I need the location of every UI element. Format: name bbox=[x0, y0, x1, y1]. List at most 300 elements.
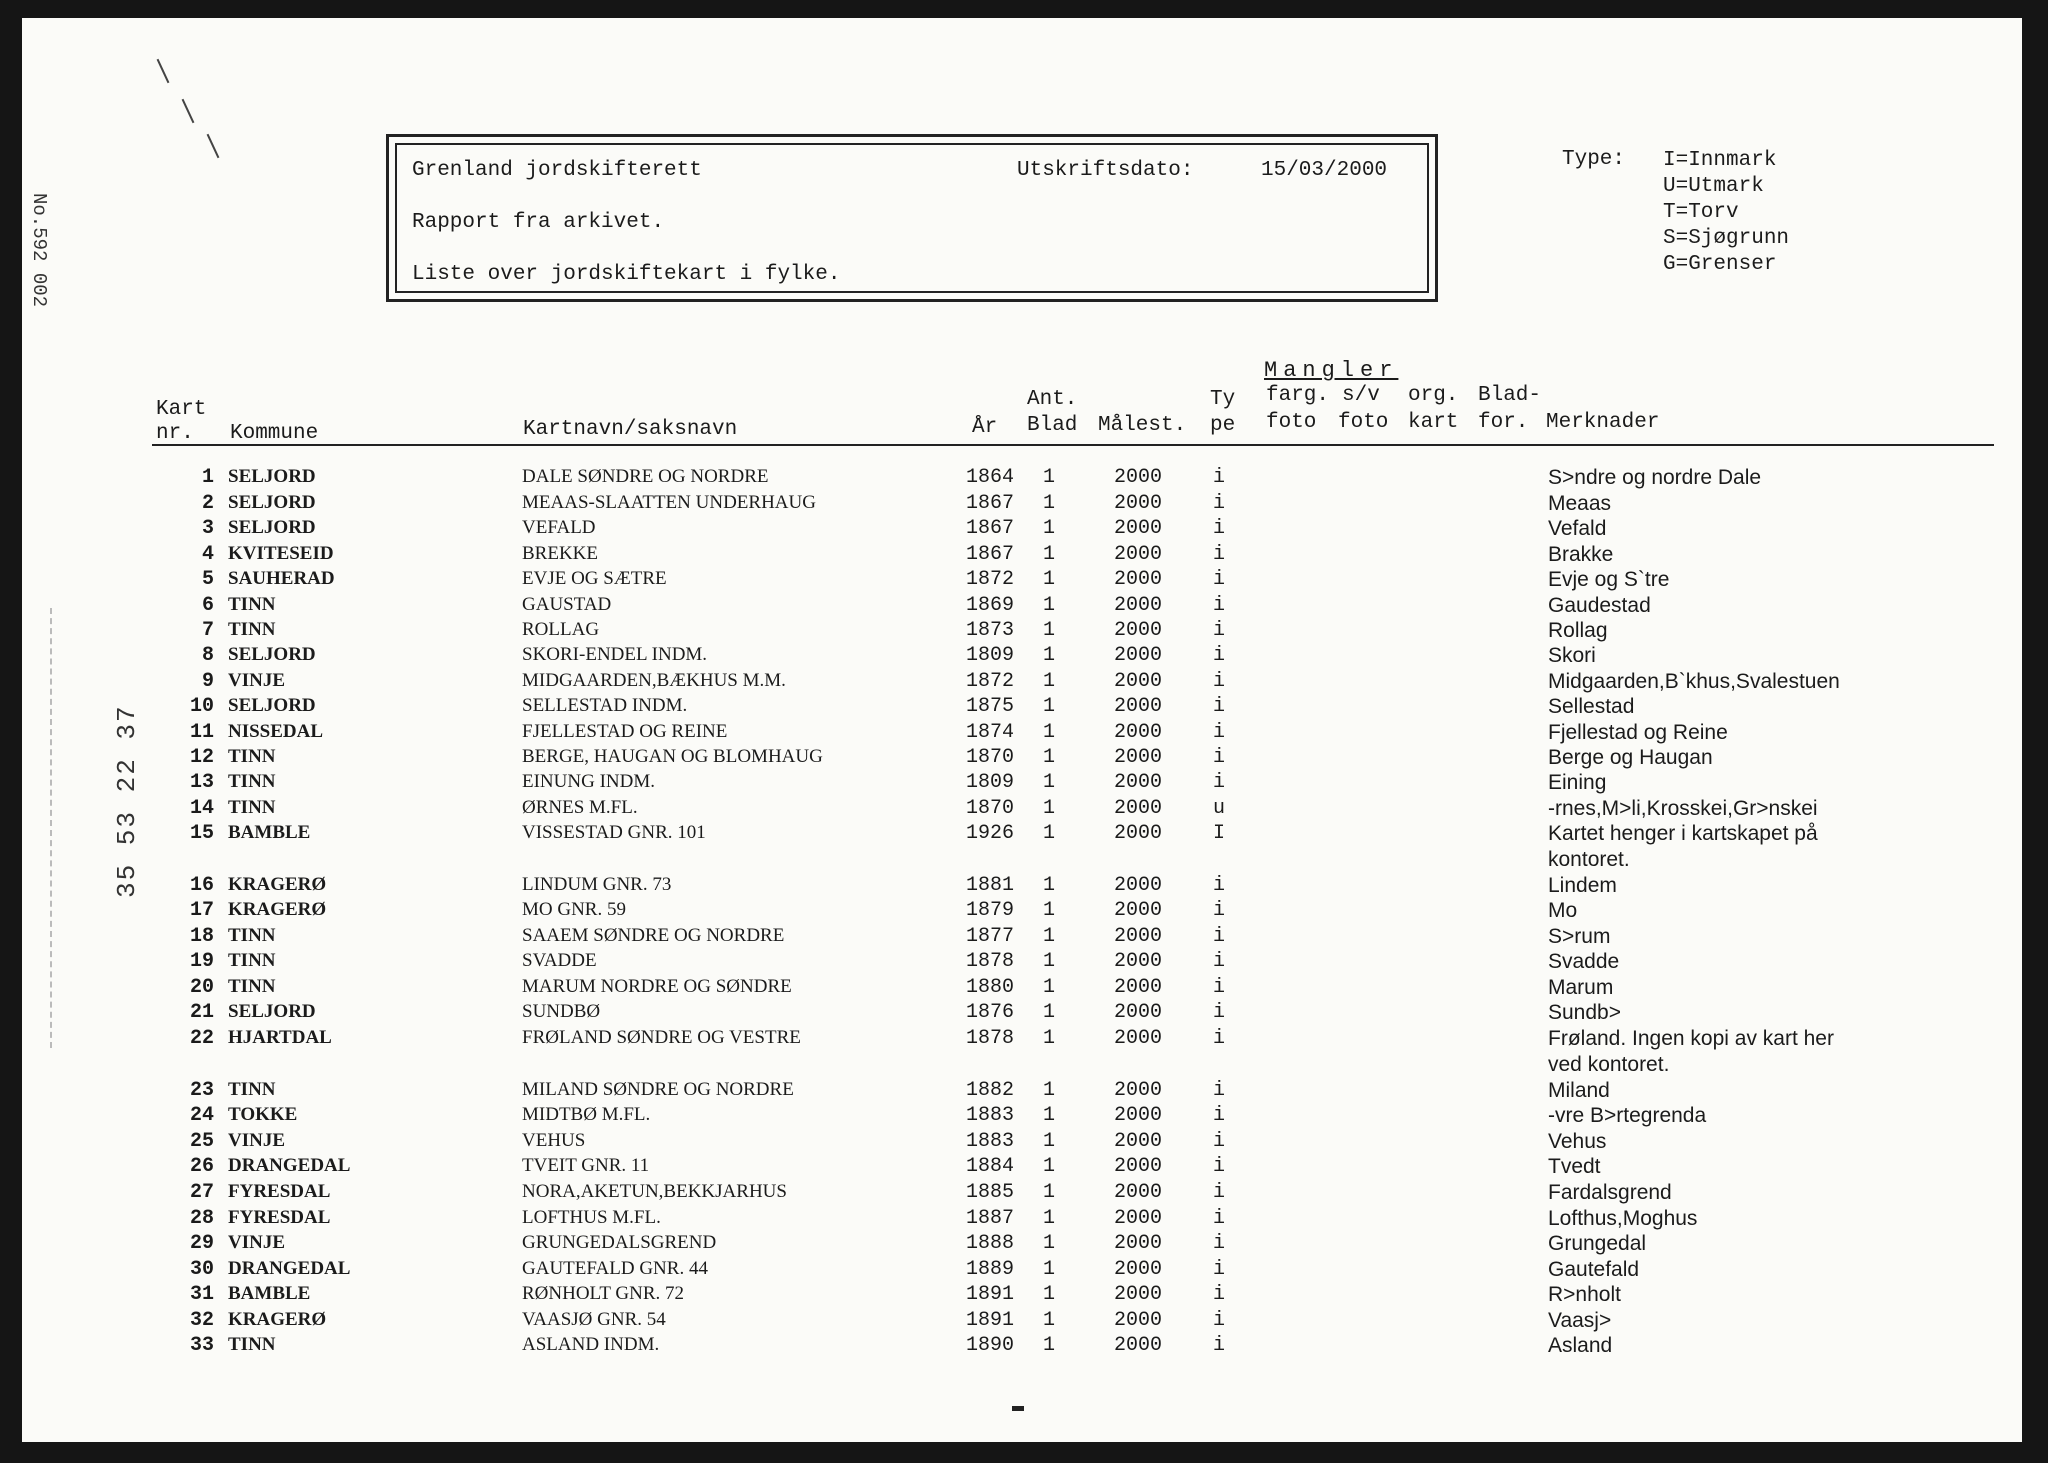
row-number: 18 bbox=[189, 925, 214, 948]
row-scale: 2000 bbox=[1114, 1283, 1163, 1306]
row-note: Fjellestad og Reine bbox=[1548, 721, 1728, 744]
row-scale: 2000 bbox=[1114, 466, 1163, 489]
row-year: 1891 bbox=[966, 1283, 1015, 1306]
row-number: 21 bbox=[189, 1001, 214, 1024]
row-kommune: SAUHERAD bbox=[228, 568, 335, 589]
row-map-name: MILAND SØNDRE OG NORDRE bbox=[522, 1079, 794, 1100]
row-kommune: SELJORD bbox=[228, 644, 316, 665]
row-year: 1873 bbox=[966, 619, 1015, 642]
table-row bbox=[22, 695, 2022, 719]
row-year: 1926 bbox=[966, 822, 1015, 845]
row-type: i bbox=[1213, 950, 1226, 973]
row-year: 1881 bbox=[966, 874, 1015, 897]
row-sheet-count: 1 bbox=[1043, 822, 1056, 845]
row-sheet-count: 1 bbox=[1043, 976, 1056, 999]
row-type: i bbox=[1213, 1283, 1226, 1306]
row-sheet-count: 1 bbox=[1043, 1130, 1056, 1153]
row-kommune: VINJE bbox=[228, 1130, 286, 1151]
row-year: 1891 bbox=[966, 1309, 1015, 1332]
row-type: i bbox=[1213, 1207, 1226, 1230]
row-note: Miland bbox=[1548, 1079, 1610, 1102]
row-type: i bbox=[1213, 1155, 1226, 1178]
row-map-name: EVJE OG SÆTRE bbox=[522, 568, 667, 589]
table-row bbox=[22, 1283, 2022, 1307]
row-kommune: SELJORD bbox=[228, 517, 316, 538]
row-map-name: DALE SØNDRE OG NORDRE bbox=[522, 466, 769, 487]
row-map-name: SUNDBØ bbox=[522, 1001, 601, 1022]
row-number: 22 bbox=[189, 1027, 214, 1050]
organization-name: Grenland jordskifterett bbox=[412, 159, 702, 182]
row-note: Berge og Haugan bbox=[1548, 746, 1713, 769]
stray-mark bbox=[157, 59, 170, 83]
row-scale: 2000 bbox=[1114, 568, 1163, 591]
row-year: 1884 bbox=[966, 1155, 1015, 1178]
row-scale: 2000 bbox=[1114, 1130, 1163, 1153]
row-map-name: VEHUS bbox=[522, 1130, 586, 1151]
row-year: 1887 bbox=[966, 1207, 1015, 1230]
row-scale: 2000 bbox=[1114, 1334, 1163, 1357]
row-type: i bbox=[1213, 1334, 1226, 1357]
stray-mark bbox=[182, 99, 195, 123]
table-row bbox=[22, 874, 2022, 898]
row-note: Mo bbox=[1548, 899, 1578, 922]
row-type: i bbox=[1213, 771, 1226, 794]
row-map-name: RØNHOLT GNR. 72 bbox=[522, 1283, 685, 1304]
row-note: Skori bbox=[1548, 644, 1596, 667]
row-type: i bbox=[1213, 1104, 1226, 1127]
table-row bbox=[22, 976, 2022, 1000]
row-map-name: FJELLESTAD OG REINE bbox=[522, 721, 728, 742]
row-sheet-count: 1 bbox=[1043, 721, 1056, 744]
type-legend-label: Type: bbox=[1562, 148, 1626, 171]
table-row bbox=[22, 1181, 2022, 1205]
row-kommune: SELJORD bbox=[228, 695, 316, 716]
row-note: Midgaarden,B`khus,Svalestuen bbox=[1548, 670, 1840, 693]
col-header-farg: farg. bbox=[1266, 384, 1330, 407]
row-number: 10 bbox=[189, 695, 214, 718]
row-map-name: SKORI-ENDEL INDM. bbox=[522, 644, 708, 665]
row-number: 14 bbox=[189, 797, 214, 820]
col-header-pe: pe bbox=[1210, 414, 1236, 437]
row-kommune: TINN bbox=[228, 1079, 276, 1100]
row-kommune: BAMBLE bbox=[228, 1283, 311, 1304]
row-number: 26 bbox=[189, 1155, 214, 1178]
row-scale: 2000 bbox=[1114, 1079, 1163, 1102]
row-sheet-count: 1 bbox=[1043, 771, 1056, 794]
type-legend-items bbox=[1663, 148, 1789, 278]
row-map-name: FRØLAND SØNDRE OG VESTRE bbox=[522, 1027, 801, 1048]
row-note: Sundb> bbox=[1548, 1001, 1621, 1024]
row-number: 31 bbox=[189, 1283, 214, 1306]
row-type: I bbox=[1213, 822, 1226, 845]
row-number: 7 bbox=[201, 619, 214, 642]
row-sheet-count: 1 bbox=[1043, 1309, 1056, 1332]
table-row bbox=[22, 1207, 2022, 1231]
col-header-merknader: Merknader bbox=[1546, 411, 1660, 434]
row-sheet-count: 1 bbox=[1043, 568, 1056, 591]
table-row bbox=[22, 797, 2022, 821]
row-kommune: DRANGEDAL bbox=[228, 1155, 351, 1176]
col-header-org: org. bbox=[1408, 384, 1459, 407]
row-note: R>nholt bbox=[1548, 1283, 1621, 1306]
row-year: 1889 bbox=[966, 1258, 1015, 1281]
row-year: 1878 bbox=[966, 1027, 1015, 1050]
row-number: 3 bbox=[201, 517, 214, 540]
row-type: i bbox=[1213, 594, 1226, 617]
row-map-name: MARUM NORDRE OG SØNDRE bbox=[522, 976, 792, 997]
row-kommune: KRAGERØ bbox=[228, 1309, 327, 1330]
row-sheet-count: 1 bbox=[1043, 695, 1056, 718]
row-map-name: MIDGAARDEN,BÆKHUS M.M. bbox=[522, 670, 786, 691]
row-year: 1876 bbox=[966, 1001, 1015, 1024]
row-year: 1875 bbox=[966, 695, 1015, 718]
row-number: 6 bbox=[201, 594, 214, 617]
row-note: Kartet henger i kartskapet på bbox=[1548, 822, 1818, 845]
row-number: 32 bbox=[189, 1309, 214, 1332]
row-map-name: SELLESTAD INDM. bbox=[522, 695, 688, 716]
row-map-name: ASLAND INDM. bbox=[522, 1334, 660, 1355]
row-year: 1888 bbox=[966, 1232, 1015, 1255]
row-sheet-count: 1 bbox=[1043, 746, 1056, 769]
row-note: Brakke bbox=[1548, 543, 1614, 566]
row-number: 15 bbox=[189, 822, 214, 845]
row-kommune: KVITESEID bbox=[228, 543, 334, 564]
row-scale: 2000 bbox=[1114, 899, 1163, 922]
col-header-aar: År bbox=[972, 416, 998, 439]
row-year: 1878 bbox=[966, 950, 1015, 973]
row-type: i bbox=[1213, 695, 1226, 718]
row-kommune: KRAGERØ bbox=[228, 899, 327, 920]
table-row bbox=[22, 568, 2022, 592]
row-type: i bbox=[1213, 1232, 1226, 1255]
row-year: 1890 bbox=[966, 1334, 1015, 1357]
row-note: S>ndre og nordre Dale bbox=[1548, 466, 1762, 489]
row-number: 2 bbox=[201, 492, 214, 515]
row-map-name: BERGE, HAUGAN OG BLOMHAUG bbox=[522, 746, 823, 767]
row-kommune: TINN bbox=[228, 771, 276, 792]
row-kommune: VINJE bbox=[228, 670, 286, 691]
row-note: Vefald bbox=[1548, 517, 1607, 540]
row-number: 13 bbox=[189, 771, 214, 794]
row-year: 1867 bbox=[966, 543, 1015, 566]
row-note: Meaas bbox=[1548, 492, 1612, 515]
row-kommune: SELJORD bbox=[228, 466, 316, 487]
report-title: Rapport fra arkivet. bbox=[412, 211, 665, 234]
row-note-continued: kontoret. bbox=[1548, 848, 1630, 871]
col-header-for: for. bbox=[1478, 411, 1529, 434]
row-number: 5 bbox=[201, 568, 214, 591]
row-sheet-count: 1 bbox=[1043, 1181, 1056, 1204]
col-header-kommune: Kommune bbox=[230, 422, 319, 445]
row-sheet-count: 1 bbox=[1043, 1334, 1056, 1357]
row-number: 16 bbox=[189, 874, 214, 897]
row-kommune: TINN bbox=[228, 619, 276, 640]
table-row bbox=[22, 925, 2022, 949]
row-type: i bbox=[1213, 492, 1226, 515]
stray-mark bbox=[207, 134, 220, 158]
row-map-name: SVADDE bbox=[522, 950, 597, 971]
row-number: 33 bbox=[189, 1334, 214, 1357]
report-header-box bbox=[386, 134, 1438, 302]
row-type: u bbox=[1213, 797, 1226, 820]
row-type: i bbox=[1213, 466, 1226, 489]
row-note: Vehus bbox=[1548, 1130, 1607, 1153]
type-legend-item: U=Utmark bbox=[1663, 175, 1764, 198]
type-legend-item: G=Grenser bbox=[1663, 253, 1777, 276]
row-sheet-count: 1 bbox=[1043, 925, 1056, 948]
row-number: 11 bbox=[189, 721, 214, 744]
print-date-label: Utskriftsdato: bbox=[1017, 159, 1194, 182]
row-scale: 2000 bbox=[1114, 1232, 1163, 1255]
row-number: 4 bbox=[201, 543, 214, 566]
row-year: 1869 bbox=[966, 594, 1015, 617]
row-note: Evje og S`tre bbox=[1548, 568, 1670, 591]
row-note: Grungedal bbox=[1548, 1232, 1647, 1255]
row-scale: 2000 bbox=[1114, 771, 1163, 794]
row-note: Eining bbox=[1548, 771, 1607, 794]
col-header-kartnavn: Kartnavn/saksnavn bbox=[523, 418, 738, 441]
row-scale: 2000 bbox=[1114, 874, 1163, 897]
row-sheet-count: 1 bbox=[1043, 517, 1056, 540]
table-row bbox=[22, 1334, 2022, 1358]
row-sheet-count: 1 bbox=[1043, 543, 1056, 566]
row-year: 1882 bbox=[966, 1079, 1015, 1102]
archive-number: No.592 002 bbox=[28, 193, 50, 308]
row-map-name: VAASJØ GNR. 54 bbox=[522, 1309, 666, 1330]
row-scale: 2000 bbox=[1114, 925, 1163, 948]
row-type: i bbox=[1213, 1079, 1226, 1102]
row-number: 9 bbox=[201, 670, 214, 693]
row-note: Lindem bbox=[1548, 874, 1617, 897]
row-scale: 2000 bbox=[1114, 695, 1163, 718]
row-number: 24 bbox=[189, 1104, 214, 1127]
type-legend-item: S=Sjøgrunn bbox=[1663, 227, 1790, 250]
row-kommune: BAMBLE bbox=[228, 822, 311, 843]
row-number: 25 bbox=[189, 1130, 214, 1153]
row-number: 27 bbox=[189, 1181, 214, 1204]
row-sheet-count: 1 bbox=[1043, 1283, 1056, 1306]
row-map-name: MO GNR. 59 bbox=[522, 899, 626, 920]
stamp-number: 35 53 22 37 bbox=[112, 704, 142, 898]
row-sheet-count: 1 bbox=[1043, 797, 1056, 820]
row-type: i bbox=[1213, 1258, 1226, 1281]
row-type: i bbox=[1213, 925, 1226, 948]
row-kommune: KRAGERØ bbox=[228, 874, 327, 895]
row-type: i bbox=[1213, 670, 1226, 693]
row-year: 1809 bbox=[966, 644, 1015, 667]
row-scale: 2000 bbox=[1114, 1258, 1163, 1281]
table-row bbox=[22, 1079, 2022, 1103]
table-row bbox=[22, 1027, 2022, 1076]
row-kommune: NISSEDAL bbox=[228, 721, 324, 742]
row-kommune: TINN bbox=[228, 925, 276, 946]
row-scale: 2000 bbox=[1114, 746, 1163, 769]
row-year: 1867 bbox=[966, 492, 1015, 515]
row-year: 1879 bbox=[966, 899, 1015, 922]
row-year: 1877 bbox=[966, 925, 1015, 948]
table-row bbox=[22, 1001, 2022, 1025]
row-sheet-count: 1 bbox=[1043, 1104, 1056, 1127]
col-header-foto: foto bbox=[1266, 411, 1317, 434]
row-note: Vaasj> bbox=[1548, 1309, 1612, 1332]
row-year: 1883 bbox=[966, 1104, 1015, 1127]
row-type: i bbox=[1213, 1309, 1226, 1332]
table-row bbox=[22, 466, 2022, 490]
row-sheet-count: 1 bbox=[1043, 619, 1056, 642]
table-row bbox=[22, 721, 2022, 745]
table-row bbox=[22, 822, 2022, 871]
row-sheet-count: 1 bbox=[1043, 1079, 1056, 1102]
row-map-name: GAUTEFALD GNR. 44 bbox=[522, 1258, 708, 1279]
row-note: S>rum bbox=[1548, 925, 1611, 948]
table-row bbox=[22, 771, 2022, 795]
row-number: 8 bbox=[201, 644, 214, 667]
table-row bbox=[22, 1309, 2022, 1333]
col-header-ty: Ty bbox=[1210, 388, 1236, 411]
row-sheet-count: 1 bbox=[1043, 950, 1056, 973]
row-type: i bbox=[1213, 543, 1226, 566]
row-map-name: EINUNG INDM. bbox=[522, 771, 655, 792]
row-scale: 2000 bbox=[1114, 1104, 1163, 1127]
row-sheet-count: 1 bbox=[1043, 594, 1056, 617]
table-row bbox=[22, 746, 2022, 770]
row-note: Asland bbox=[1548, 1334, 1613, 1357]
row-sheet-count: 1 bbox=[1043, 644, 1056, 667]
table-row bbox=[22, 670, 2022, 694]
row-note: Marum bbox=[1548, 976, 1614, 999]
table-row bbox=[22, 899, 2022, 923]
table-row bbox=[22, 644, 2022, 668]
row-year: 1870 bbox=[966, 746, 1015, 769]
row-map-name: VEFALD bbox=[522, 517, 596, 538]
row-note: Tvedt bbox=[1548, 1155, 1601, 1178]
row-year: 1867 bbox=[966, 517, 1015, 540]
print-date: 15/03/2000 bbox=[1261, 159, 1388, 182]
row-note: Rollag bbox=[1548, 619, 1608, 642]
row-sheet-count: 1 bbox=[1043, 1207, 1056, 1230]
row-sheet-count: 1 bbox=[1043, 670, 1056, 693]
table-row bbox=[22, 619, 2022, 643]
row-year: 1874 bbox=[966, 721, 1015, 744]
row-type: i bbox=[1213, 976, 1226, 999]
row-number: 23 bbox=[189, 1079, 214, 1102]
col-header-kart: Kart bbox=[156, 398, 207, 421]
row-sheet-count: 1 bbox=[1043, 1027, 1056, 1050]
row-map-name: NORA,AKETUN,BEKKJARHUS bbox=[522, 1181, 787, 1202]
page-mark bbox=[1012, 1406, 1024, 1411]
header-rule bbox=[152, 444, 1994, 446]
row-type: i bbox=[1213, 721, 1226, 744]
row-map-name: ØRNES M.FL. bbox=[522, 797, 638, 818]
row-sheet-count: 1 bbox=[1043, 1232, 1056, 1255]
row-scale: 2000 bbox=[1114, 1027, 1163, 1050]
document-page bbox=[22, 18, 2022, 1442]
row-kommune: FYRESDAL bbox=[228, 1207, 331, 1228]
row-kommune: SELJORD bbox=[228, 1001, 316, 1022]
col-header-mangler: Mangler bbox=[1264, 358, 1399, 383]
table-row bbox=[22, 1232, 2022, 1256]
row-note: Sellestad bbox=[1548, 695, 1635, 718]
row-type: i bbox=[1213, 874, 1226, 897]
row-number: 1 bbox=[201, 466, 214, 489]
row-kommune: TINN bbox=[228, 976, 276, 997]
row-type: i bbox=[1213, 517, 1226, 540]
row-map-name: TVEIT GNR. 11 bbox=[522, 1155, 650, 1176]
row-note: -vre B>rtegrenda bbox=[1548, 1104, 1707, 1127]
row-scale: 2000 bbox=[1114, 1309, 1163, 1332]
row-scale: 2000 bbox=[1114, 492, 1163, 515]
row-type: i bbox=[1213, 568, 1226, 591]
row-kommune: TINN bbox=[228, 797, 276, 818]
row-number: 30 bbox=[189, 1258, 214, 1281]
col-header-malest: Målest. bbox=[1098, 414, 1187, 437]
table-row bbox=[22, 1258, 2022, 1282]
row-year: 1870 bbox=[966, 797, 1015, 820]
row-sheet-count: 1 bbox=[1043, 1258, 1056, 1281]
row-map-name: BREKKE bbox=[522, 543, 598, 564]
row-type: i bbox=[1213, 1027, 1226, 1050]
row-map-name: ROLLAG bbox=[522, 619, 600, 640]
row-map-name: GRUNGEDALSGREND bbox=[522, 1232, 717, 1253]
row-scale: 2000 bbox=[1114, 797, 1163, 820]
row-type: i bbox=[1213, 899, 1226, 922]
row-map-name: GAUSTAD bbox=[522, 594, 612, 615]
row-kommune: VINJE bbox=[228, 1232, 286, 1253]
row-sheet-count: 1 bbox=[1043, 1001, 1056, 1024]
row-kommune: TINN bbox=[228, 950, 276, 971]
row-scale: 2000 bbox=[1114, 644, 1163, 667]
row-map-name: LOFTHUS M.FL. bbox=[522, 1207, 661, 1228]
row-type: i bbox=[1213, 746, 1226, 769]
table-row bbox=[22, 594, 2022, 618]
row-number: 28 bbox=[189, 1207, 214, 1230]
row-scale: 2000 bbox=[1114, 950, 1163, 973]
row-sheet-count: 1 bbox=[1043, 899, 1056, 922]
row-type: i bbox=[1213, 1130, 1226, 1153]
type-legend-item: I=Innmark bbox=[1663, 149, 1777, 172]
row-note: Gautefald bbox=[1548, 1258, 1640, 1281]
row-year: 1872 bbox=[966, 670, 1015, 693]
row-kommune: TINN bbox=[228, 1334, 276, 1355]
row-note-continued: ved kontoret. bbox=[1548, 1053, 1670, 1076]
row-note: Frøland. Ingen kopi av kart her bbox=[1548, 1027, 1834, 1050]
type-legend-item: T=Torv bbox=[1663, 201, 1739, 224]
row-kommune: DRANGEDAL bbox=[228, 1258, 351, 1279]
col-header-nr: nr. bbox=[156, 422, 194, 445]
row-kommune: FYRESDAL bbox=[228, 1181, 331, 1202]
row-map-name: VISSESTAD GNR. 101 bbox=[522, 822, 706, 843]
row-type: i bbox=[1213, 644, 1226, 667]
row-type: i bbox=[1213, 1181, 1226, 1204]
row-kommune: TOKKE bbox=[228, 1104, 298, 1125]
row-map-name: LINDUM GNR. 73 bbox=[522, 874, 672, 895]
row-note: Gaudestad bbox=[1548, 594, 1651, 617]
row-scale: 2000 bbox=[1114, 721, 1163, 744]
row-kommune: HJARTDAL bbox=[228, 1027, 332, 1048]
row-type: i bbox=[1213, 619, 1226, 642]
row-sheet-count: 1 bbox=[1043, 874, 1056, 897]
row-scale: 2000 bbox=[1114, 594, 1163, 617]
row-map-name: MEAAS-SLAATTEN UNDERHAUG bbox=[522, 492, 816, 513]
row-scale: 2000 bbox=[1114, 1207, 1163, 1230]
row-number: 20 bbox=[189, 976, 214, 999]
row-note: -rnes,M>li,Krosskei,Gr>nskei bbox=[1548, 797, 1818, 820]
row-year: 1880 bbox=[966, 976, 1015, 999]
row-kommune: TINN bbox=[228, 746, 276, 767]
row-scale: 2000 bbox=[1114, 1181, 1163, 1204]
table-row bbox=[22, 1104, 2022, 1128]
row-note: Fardalsgrend bbox=[1548, 1181, 1672, 1204]
